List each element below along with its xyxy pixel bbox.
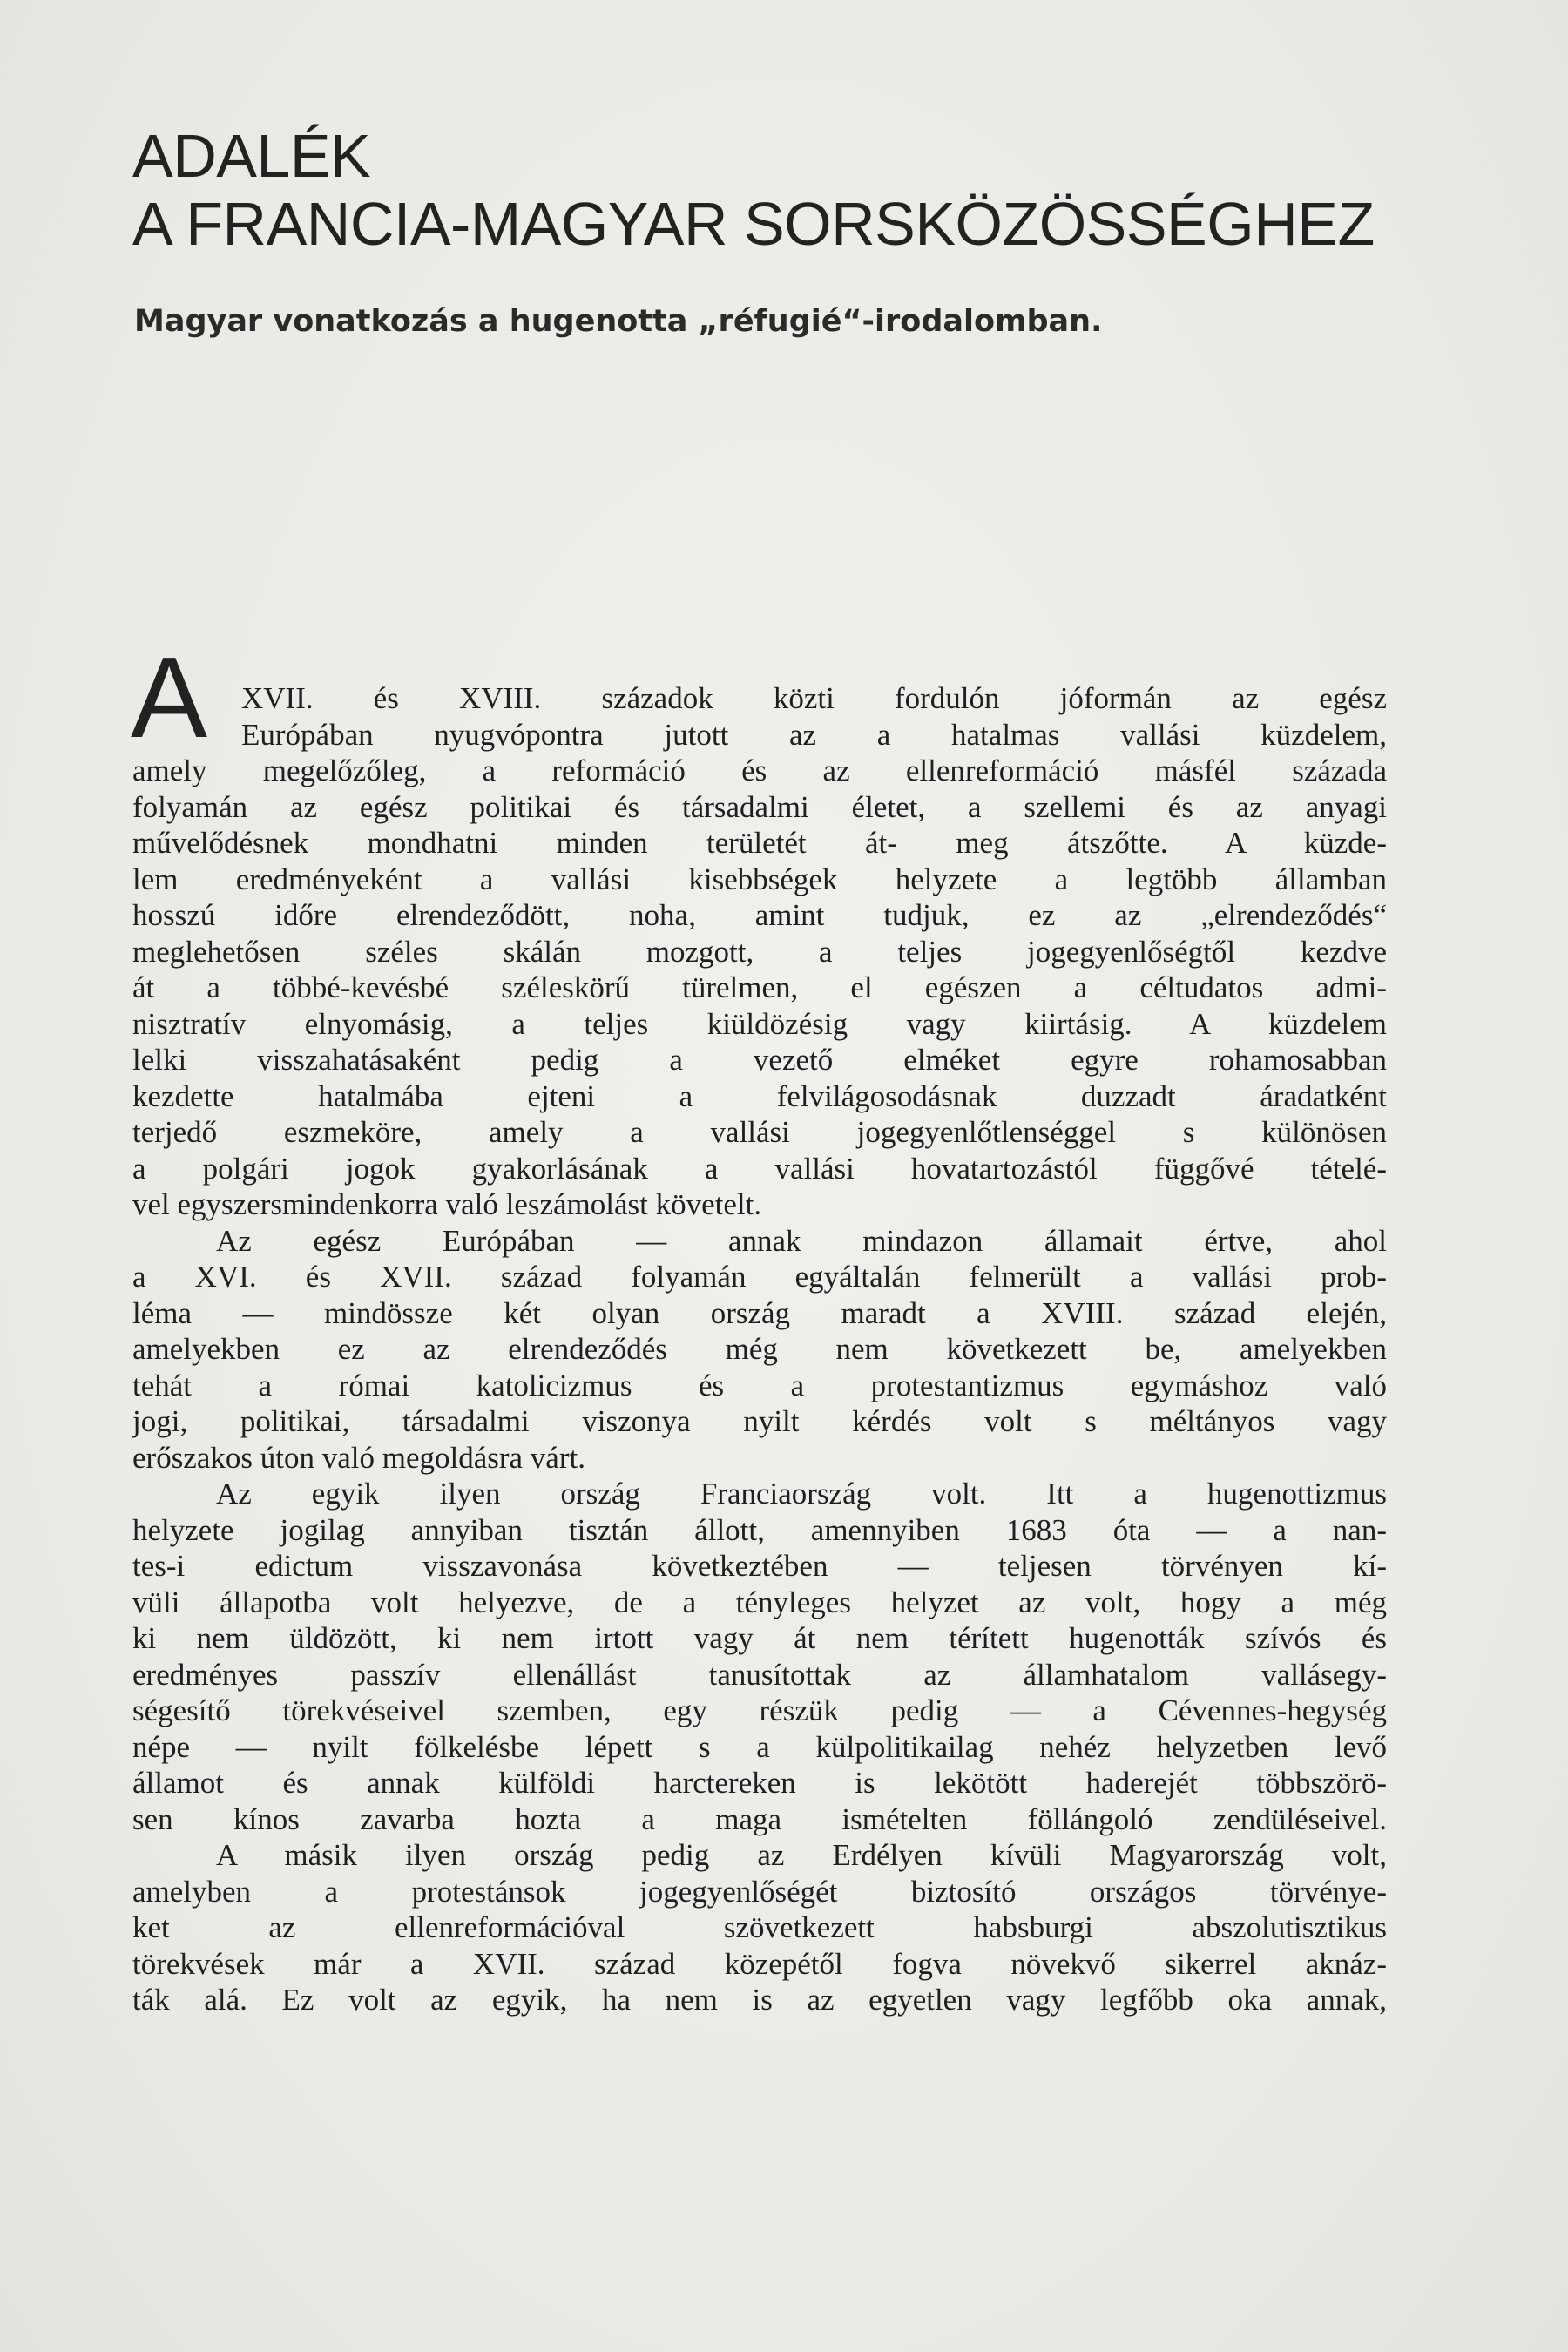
- body-line: sen kínos zavarba hozta a maga ismételten föllángoló zendüléseivel.: [132, 1801, 1387, 1836]
- body-line: meglehetősen széles skálán mozgott, a teljes jogegyenlőségtől kezdve: [132, 934, 1387, 969]
- body-line: vel egyszersmindenkorra való leszámolást követelt.: [132, 1187, 762, 1221]
- body-line: amely megelőzőleg, a reformáció és az ellenreformáció másfél százada: [132, 754, 1387, 787]
- drop-cap: A: [131, 633, 208, 761]
- title-line-1: ADALÉK: [132, 122, 371, 190]
- body-line: tes-i edictum visszavonása következtében — teljesen törvényen kí-: [132, 1549, 1387, 1583]
- body-line: jogi, politikai, társadalmi viszonya nyilt kérdés volt s méltányos vagy: [132, 1404, 1387, 1438]
- body-line: kezdette hatalmába ejteni a felvilágosodásnak duzzadt áradatként: [132, 1078, 1387, 1113]
- body-line: a polgári jogok gyakorlásának a vallási hovatartozástól függővé tételé-: [132, 1151, 1387, 1186]
- body-line: erőszakos úton való megoldásra várt.: [132, 1440, 585, 1475]
- title-line-2: A FRANCIA-MAGYAR SORSKÖZÖSSÉGHEZ: [132, 190, 1375, 258]
- body-line: ket az ellenreformációval szövetkezett habsburgi abszolutisztikus: [132, 1910, 1387, 1944]
- body-line: léma — mindössze két olyan ország maradt a XVIII. század elején,: [132, 1295, 1387, 1330]
- article-subtitle: Magyar vonatkozás a hugenotta „réfugié“-irodalomban.: [134, 304, 1103, 339]
- body-line: XVII. és XVIII. századok közti fordulón jóformán az egész: [241, 681, 1387, 715]
- body-line: a XVI. és XVII. század folyamán egyáltalán felmerült a vallási prob-: [132, 1260, 1387, 1294]
- body-line: vüli állapotba volt helyezve, de a tényleges helyzet az volt, hogy a még: [132, 1585, 1387, 1619]
- body-line: államot és annak külföldi harctereken is lekötött haderejét többszörö-: [132, 1766, 1387, 1800]
- body-line: amelyekben ez az elrendeződés még nem következett be, amelyekben: [132, 1332, 1387, 1366]
- body-line: lelki visszahatásaként pedig a vezető elméket egyre rohamosabban: [132, 1043, 1387, 1077]
- body-line: ségesítő törekvéseivel szemben, egy részük pedig — a Cévennes-hegység: [132, 1693, 1387, 1727]
- body-line: eredményes passzív ellenállást tanusítottak az államhatalom vallásegy-: [132, 1657, 1387, 1692]
- body-line: művelődésnek mondhatni minden területét át- meg átszőtte. A küzde-: [132, 826, 1387, 860]
- body-line: népe — nyilt fölkelésbe lépett s a külpolitikailag nehéz helyzetben levő: [132, 1729, 1387, 1764]
- body-line: helyzete jogilag annyiban tisztán állott, amennyiben 1683 óta — a nan-: [132, 1512, 1387, 1547]
- article-body: [132, 680, 1387, 2018]
- body-line: tehát a római katolicizmus és a protestantizmus egymáshoz való: [132, 1368, 1387, 1402]
- body-line: nisztratív elnyomásig, a teljes kiüldözésig vagy kiirtásig. A küzdelem: [132, 1006, 1387, 1041]
- body-line: törekvések már a XVII. század közepétől fogva növekvő sikerrel aknáz-: [132, 1946, 1387, 1981]
- body-line: hosszú időre elrendeződött, noha, amint tudjuk, ez az „elrendeződés“: [132, 898, 1387, 932]
- body-line: folyamán az egész politikai és társadalmi életet, a szellemi és az anyagi: [132, 789, 1387, 824]
- body-line: át a többé-kevésbé széleskörű türelmen, el egészen a céltudatos admi-: [132, 970, 1387, 1004]
- body-line: Európában nyugvópontra jutott az a hatalmas vallási küzdelem,: [241, 717, 1387, 752]
- body-line: Az egyik ilyen ország Franciaország volt. Itt a hugenottizmus: [216, 1477, 1387, 1511]
- body-line: terjedő eszmeköre, amely a vallási jogegyenlőtlenséggel s különösen: [132, 1115, 1387, 1149]
- body-line: amelyben a protestánsok jogegyenlőségét biztosító országos törvénye-: [132, 1874, 1387, 1909]
- body-line: ták alá. Ez volt az egyik, ha nem is az egyetlen vagy legfőbb oka annak,: [132, 1983, 1387, 2017]
- body-line: A másik ilyen ország pedig az Erdélyen kívüli Magyarország volt,: [216, 1838, 1387, 1872]
- body-line: ki nem üldözött, ki nem irtott vagy át nem térített hugenották szívós és: [132, 1621, 1387, 1655]
- body-line: lem eredményeként a vallási kisebbségek helyzete a legtöbb államban: [132, 862, 1387, 896]
- article-title: [132, 122, 1422, 258]
- body-line: Az egész Európában — annak mindazon államait értve, ahol: [216, 1223, 1387, 1258]
